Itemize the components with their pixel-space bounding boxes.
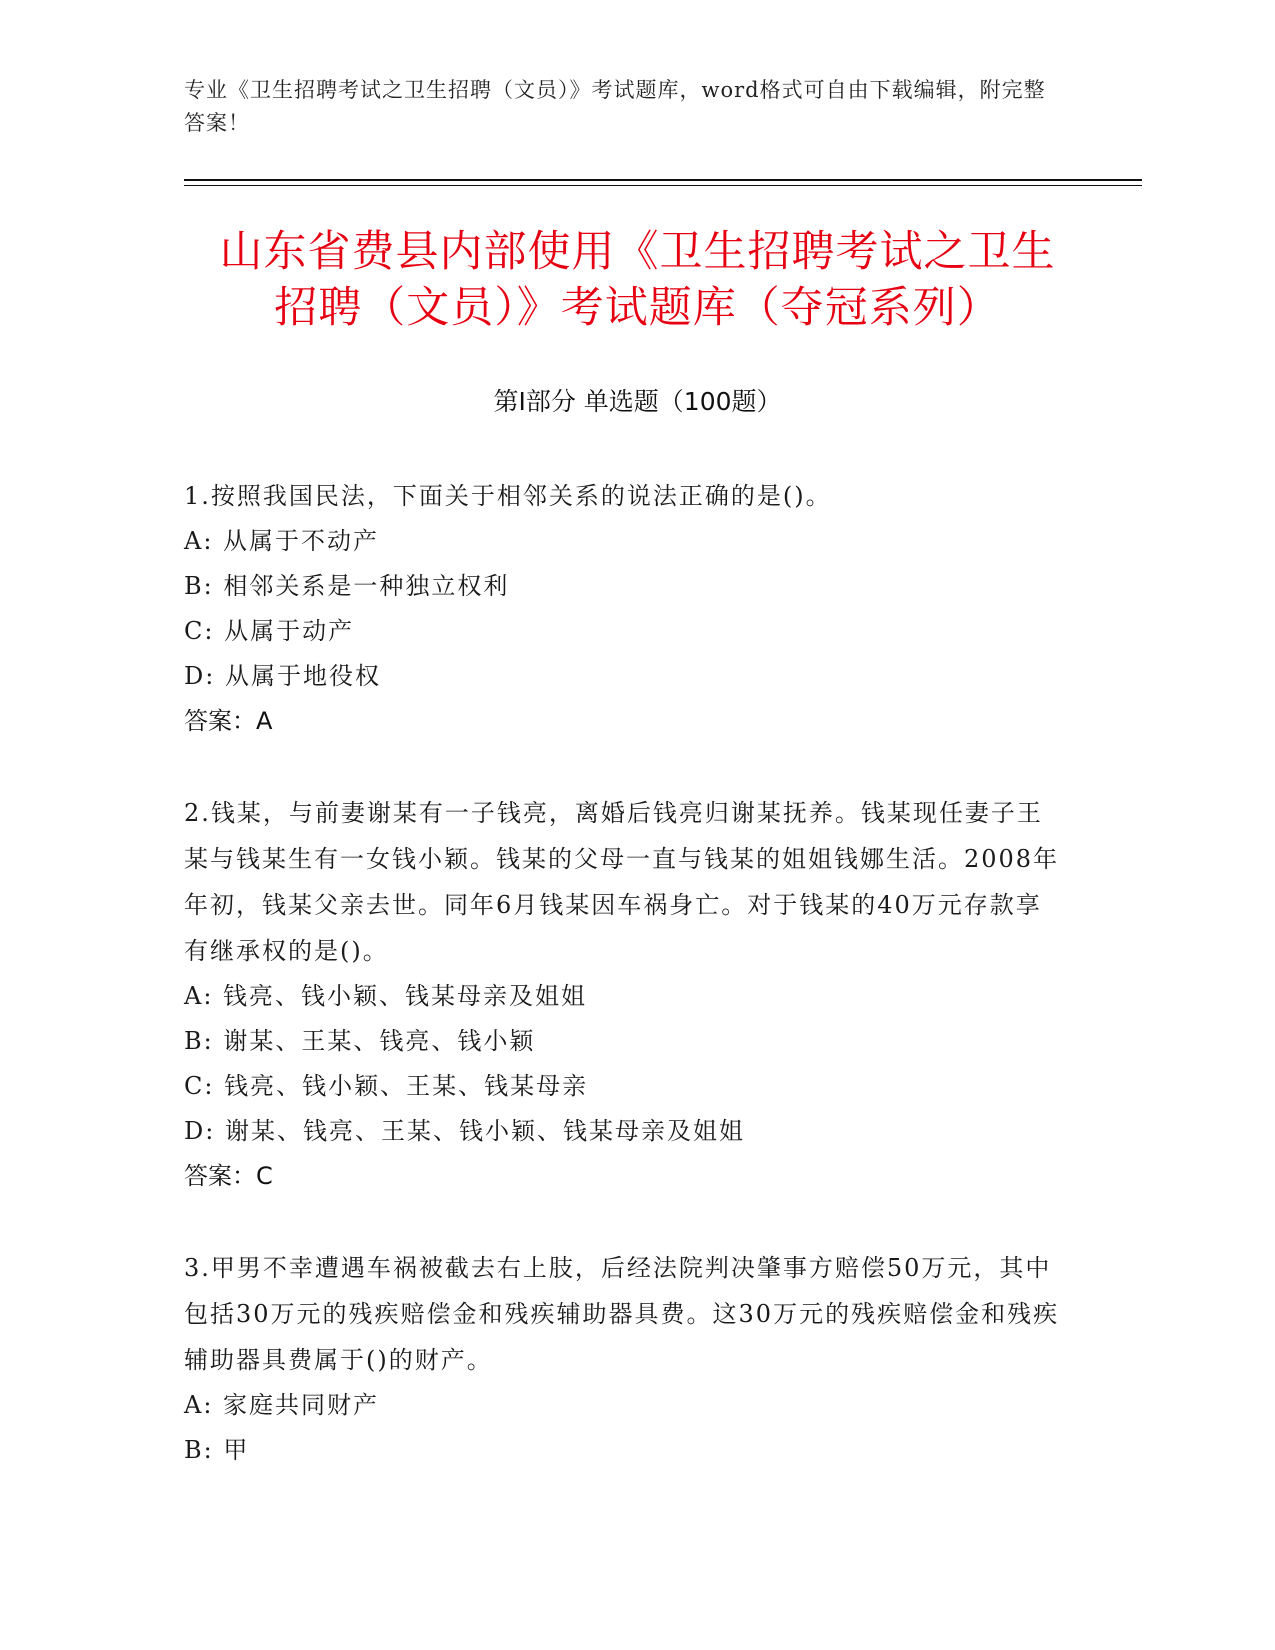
answer-line: 答案：C	[184, 1162, 273, 1190]
option-c: C: 从属于动产	[184, 617, 355, 645]
document-title-line-1: 山东省费县内部使用《卫生招聘考试之卫生	[219, 227, 1056, 277]
option-b: B: 谢某、王某、钱亮、钱小颖	[184, 1027, 536, 1055]
header-divider-thick	[184, 179, 1142, 181]
question-stem: 2.钱某，与前妻谢某有一子钱亮，离婚后钱亮归谢某抚养。钱某现任妻子王某与钱某生有一女钱小颖。钱某的父母一直与钱某的姐姐钱娜生活。2008年年初，钱某父亲去世。同年6月钱某因车祸身亡。对于钱某的40万元存款享有继承权的是()。	[184, 799, 1060, 965]
option-a: A: 从属于不动产	[184, 527, 380, 555]
option-d: D: 从属于地役权	[184, 662, 381, 690]
question-1	[184, 473, 1064, 744]
option-a: A: 钱亮、钱小颖、钱某母亲及姐姐	[184, 982, 588, 1010]
option-d: D: 谢某、钱亮、王某、钱小颖、钱某母亲及姐姐	[184, 1117, 745, 1145]
section-heading: 第Ⅰ部分 单选题（100题）	[493, 387, 782, 416]
option-b: B: 相邻关系是一种独立权利	[184, 572, 510, 600]
question-3	[184, 1245, 1064, 1473]
option-c: C: 钱亮、钱小颖、王某、钱某母亲	[184, 1072, 589, 1100]
document-title-line-2: 招聘（文员）》考试题库（夺冠系列）	[274, 283, 1001, 333]
question-stem: 3.甲男不幸遭遇车祸被截去右上肢，后经法院判决肇事方赔偿50万元，其中包括30万元的残疾赔偿金和残疾辅助器具费。这30万元的残疾赔偿金和残疾辅助器具费属于()的财产。	[184, 1254, 1060, 1374]
answer-line: 答案：A	[184, 707, 273, 735]
question-stem: 1.按照我国民法，下面关于相邻关系的说法正确的是()。	[184, 482, 832, 510]
question-2	[184, 790, 1064, 1199]
header-note: 专业《卫生招聘考试之卫生招聘（文员）》考试题库，word格式可自由下载编辑，附完整答案！	[184, 78, 1046, 135]
header-divider-thin	[184, 185, 1142, 186]
option-a: A: 家庭共同财产	[184, 1391, 380, 1419]
question-list	[184, 473, 1064, 1519]
option-b: B: 甲	[184, 1436, 250, 1464]
document-title	[150, 224, 1125, 336]
